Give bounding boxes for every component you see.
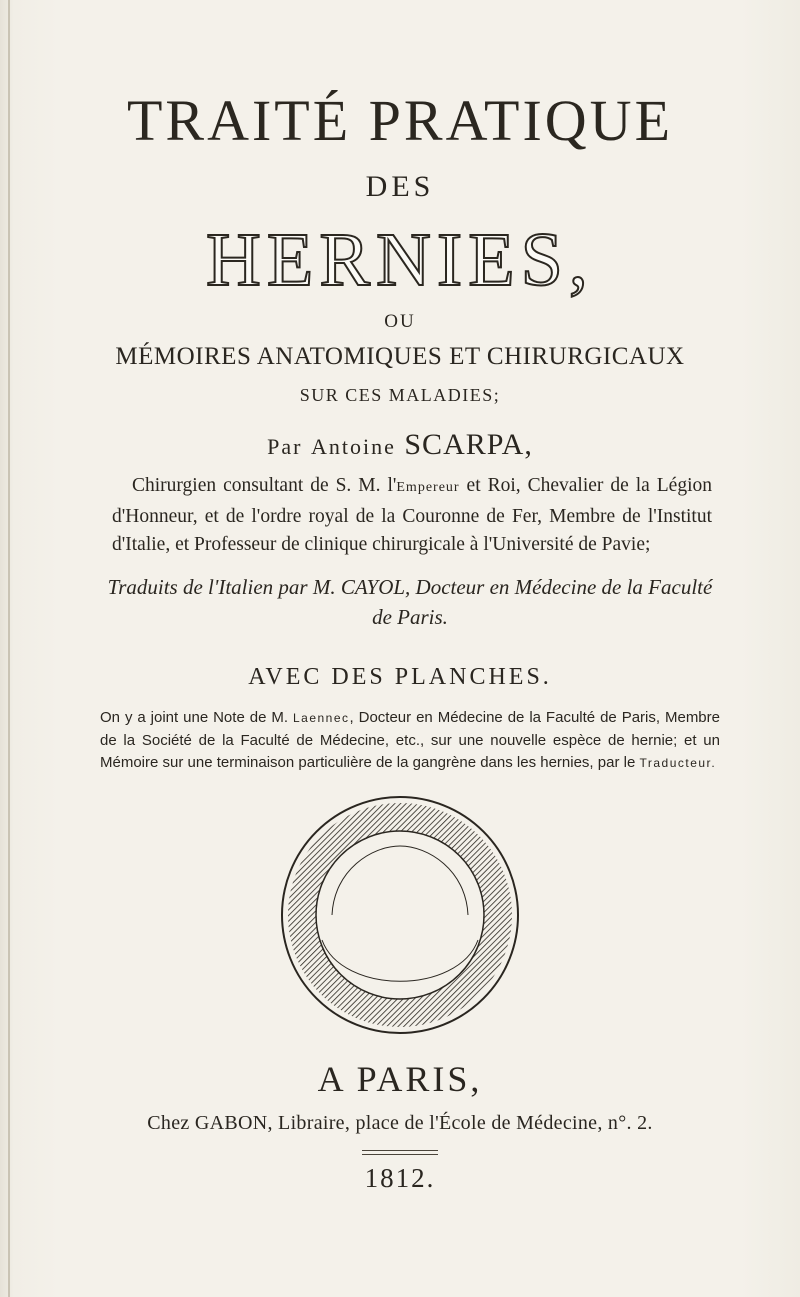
note-traducteur: Traducteur.	[639, 756, 717, 770]
plates-line: AVEC DES PLANCHES.	[248, 664, 552, 690]
note-laennec: Laennec	[292, 711, 350, 725]
credentials-part-1: Chirurgien consultant de S. M. l'	[132, 475, 397, 496]
credentials-empereur: Empereur	[396, 480, 460, 495]
subtitle: MÉMOIRES ANATOMIQUES ET CHIRURGICAUX	[115, 343, 685, 370]
author-credentials	[112, 472, 712, 560]
title-ou: OU	[384, 311, 416, 332]
title-main: HERNIES,	[206, 218, 594, 302]
author-first-name: Antoine	[310, 434, 396, 459]
imprint-publisher: Chez GABON, Libraire, place de l'École de Médecine, n°. 2.	[147, 1112, 653, 1134]
author-prefix: Par	[267, 434, 303, 459]
subtitle-2: SUR CES MALADIES;	[299, 385, 501, 405]
note-paragraph	[100, 707, 720, 775]
title-line-1: TRAITÉ PRATIQUE	[126, 88, 673, 153]
ornamental-wreath-icon	[272, 790, 528, 1040]
imprint-year: 1812.	[364, 1163, 436, 1193]
imprint-city: A PARIS,	[317, 1059, 483, 1099]
imprint-rule-1	[362, 1150, 438, 1151]
author-last-name: SCARPA,	[404, 428, 533, 461]
imprint-rule-2	[362, 1154, 438, 1155]
title-line-2: DES	[365, 170, 435, 203]
note-part-2: , Docteur en Médecine de la Faculté de Paris, Membre de la Société de la Faculté de Médecine, etc., sur une nouvelle espèce de hernie; et un Mémoire sur une terminaison particulière de la gangrène dans les hernies, par le	[100, 709, 720, 771]
credentials-part-2: et Roi, Chevalier de la Légion d'Honneur, et de l'ordre royal de la Couronne de Fer, Membre de l'Institut d'Italie, et Professeur de clinique chirurgicale à l'Université de Pavie;	[112, 475, 712, 555]
translator-line: Traduits de l'Italien par M. CAYOL, Docteur en Médecine de la Faculté de Paris.	[107, 575, 713, 629]
note-part-1: On y a joint une Note de M.	[100, 709, 293, 726]
author-line	[0, 428, 800, 462]
